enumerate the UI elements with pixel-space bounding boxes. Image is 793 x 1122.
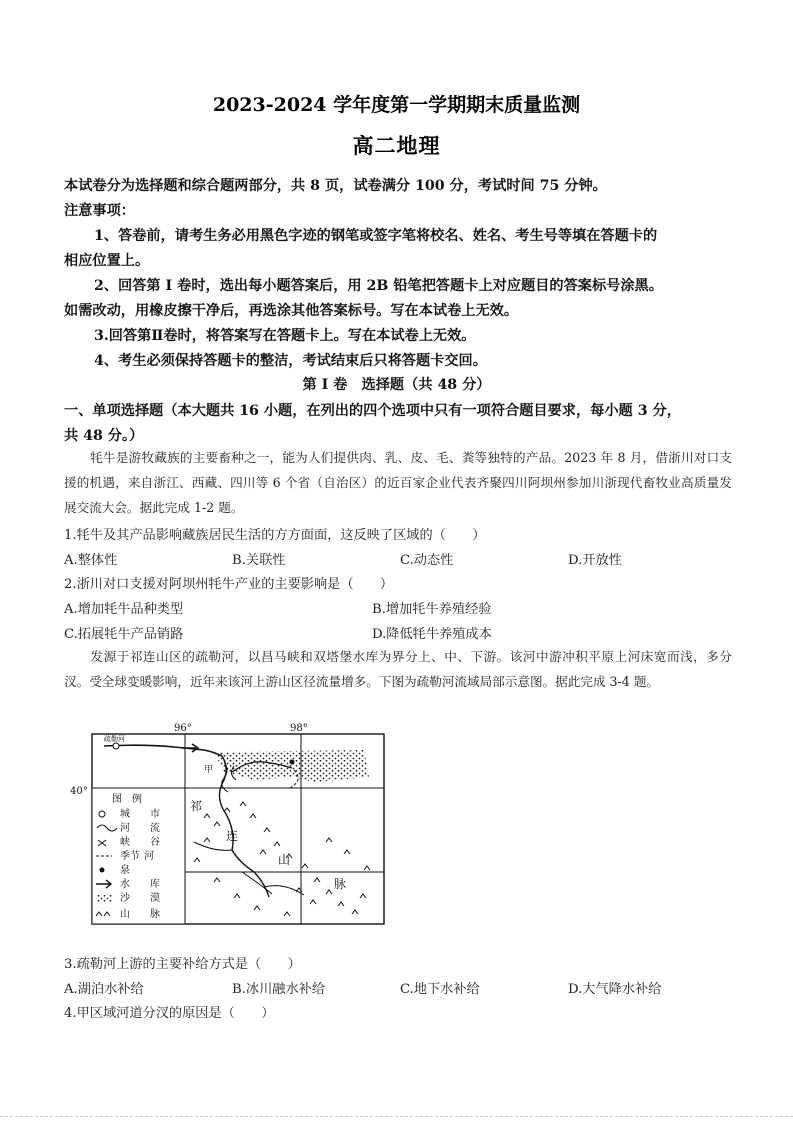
mountain-char-3: 山	[278, 853, 291, 867]
q1-option-c[interactable]: C.动态性	[400, 553, 454, 568]
q3-option-c[interactable]: C.地下水补给	[400, 982, 480, 997]
q1-option-d[interactable]: D.开放性	[568, 553, 622, 568]
notice-item-3: 3.回答第Ⅱ卷时，将答案写在答题卡上。写在本试卷上无效。	[94, 328, 476, 344]
city-marker	[113, 743, 119, 749]
q2-option-a[interactable]: A.增加牦牛品种类型	[64, 602, 184, 617]
q1-option-a[interactable]: A.整体性	[64, 553, 118, 568]
question-2: 2.浙川对口支援对阿坝州牦牛产业的主要影响是（ ）	[64, 577, 394, 592]
legend-6-a: 沙	[120, 893, 130, 904]
legend-3-b: 河	[144, 851, 154, 862]
q3-option-d[interactable]: D.大气降水补给	[568, 982, 662, 997]
legend-4-a: 泉	[120, 865, 130, 876]
part1-heading: 第 I 卷 选择题（共 48 分）	[302, 377, 491, 393]
notice-item-1: 1、答卷前，请考生务必用黑色字迹的钢笔或签字笔将校名、姓名、考生号等填在答题卡的	[94, 228, 658, 244]
section-heading-cont: 共 48 分。）	[64, 428, 144, 444]
lon-98-label: 98°	[290, 723, 308, 734]
area-jia-label: 甲	[204, 765, 214, 775]
exam-title: 2023-2024 学年度第一学期期末质量监测	[212, 94, 581, 116]
notice-item-1-cont: 相应位置上。	[64, 253, 150, 269]
legend-2-a: 峡	[120, 837, 130, 848]
legend-7-a: 山	[120, 909, 130, 920]
lon-96-label: 96°	[174, 723, 192, 734]
section-heading: 一、单项选择题（本大题共 16 小题，在列出的四个选项中只有一项符合题目要求，每小题 3 分，	[64, 403, 681, 419]
passage-2-text: 发源于祁连山区的疏勒河，以昌马峡和双塔堡水库为界分上、中、下游。该河中游冲积平原上河床宽而浅，多分汊。受全球变暖影响，近年来该河上游山区径流量增多。下图为疏勒河流域局部示意图。据此完成 3-4 题。	[64, 649, 732, 689]
mountain-char-2: 连	[226, 829, 239, 843]
page-bottom-rule	[0, 1116, 793, 1117]
legend-spring-icon	[100, 868, 105, 873]
q2-option-b[interactable]: B.增加牦牛养殖经验	[372, 602, 492, 617]
notice-item-4: 4、考生必须保持答题卡的整洁，考试结束后只将答题卡交回。	[94, 353, 487, 369]
legend-1-b: 流	[150, 823, 160, 834]
passage-1-text: 牦牛是游牧藏族的主要畜种之一，能为人们提供肉、乳、皮、毛、粪等独特的产品。2023 年 8 月，借浙川对口支援的机遇，来自浙江、西藏、四川等 6 个省（自治区）的近百家企业代表齐聚四川阿坝州参加川浙现代畜牧业高质量发展交流大会。据此完成 1-2 题。	[64, 450, 732, 515]
legend-2-b: 谷	[150, 837, 160, 848]
legend-title: 图 例	[112, 794, 142, 805]
q3-option-b[interactable]: B.冰川融水补给	[232, 982, 326, 997]
question-3: 3.疏勒河上游的主要补给方式是（ ）	[64, 957, 301, 972]
subject-title: 高二地理	[352, 133, 441, 158]
passage-2	[64, 644, 732, 694]
legend-desert-icon	[96, 894, 112, 902]
q3-option-a[interactable]: A.湖泊水补给	[64, 982, 144, 997]
shule-river	[104, 745, 222, 756]
river-name-label: 疏勒河	[104, 735, 125, 743]
notice-item-2-cont: 如需改动，用橡皮擦干净后，再选涂其他答案标号。写在本试卷上无效。	[64, 303, 519, 319]
mountain-char-1: 祁	[190, 799, 203, 813]
exam-intro: 本试卷分为选择题和综合题两部分，共 8 页，试卷满分 100 分，考试时间 75 分钟。	[64, 178, 607, 194]
q2-option-c[interactable]: C.拓展牦牛产品销路	[64, 627, 184, 642]
reservoir-symbol	[182, 744, 198, 752]
legend-1-a: 河	[120, 823, 130, 834]
mountain-char-4: 脉	[334, 877, 347, 891]
question-4: 4.甲区域河道分汊的原因是（ ）	[64, 1006, 275, 1021]
notice-heading: 注意事项：	[64, 203, 135, 219]
spring-marker	[290, 760, 295, 765]
legend-5-b: 库	[150, 879, 160, 890]
notice-item-2: 2、回答第 I 卷时，选出每小题答案后，用 2B 铅笔把答题卡上对应题目的答案标号涂黑。	[94, 278, 663, 294]
legend-city-icon	[99, 811, 105, 817]
q2-option-d[interactable]: D.降低牦牛养殖成本	[372, 627, 492, 642]
lat-40-label: 40°	[70, 786, 88, 797]
shule-river-map	[64, 722, 394, 927]
desert-area	[214, 750, 369, 782]
legend-3-a: 季节	[120, 851, 140, 862]
legend-0-b: 市	[150, 809, 160, 820]
passage-1	[64, 445, 732, 520]
legend-5-a: 水	[120, 879, 130, 890]
legend-7-b: 脉	[150, 909, 160, 920]
legend-0-a: 城	[120, 809, 130, 820]
q1-option-b[interactable]: B.关联性	[232, 553, 286, 568]
legend-6-b: 漠	[150, 893, 160, 904]
question-1: 1.牦牛及其产品影响藏族居民生活的方方面面，这反映了区域的（ ）	[64, 528, 486, 543]
